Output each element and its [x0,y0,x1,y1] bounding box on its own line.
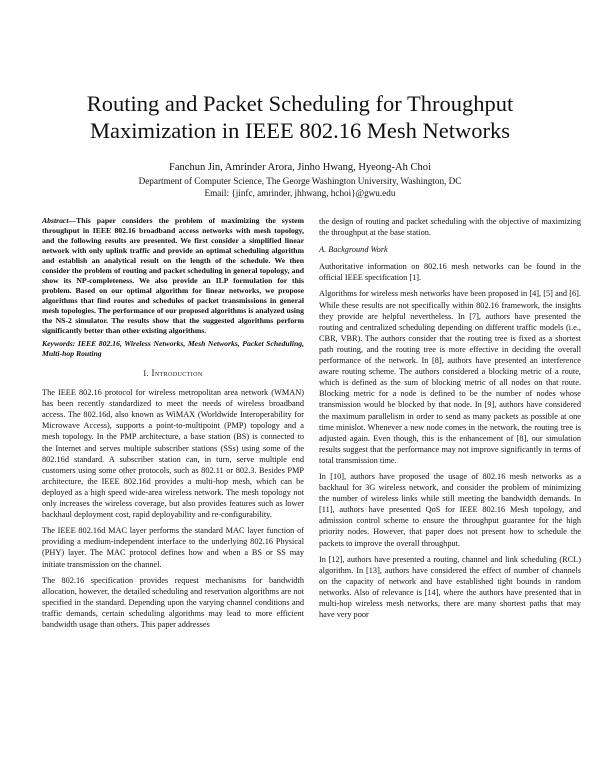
subsection-heading-background: A. Background Work [319,245,388,255]
section-number: I. [143,369,149,378]
paper-title: Routing and Packet Scheduling for Throughput Maximization in IEEE 802.16 Mesh Networks [86,91,514,143]
background-paragraph: In [10], authors have proposed the usage of 802.16 mesh networks as a backhaul for 3G wireless network, and consider the problem of minimizing the number of wireless links while still meeting the bandwidth demands. In [11], authors have presented QoS for IEEE 802.16 Mesh topology, and admission control scheme to ensure the throughput guarantee for the high priority nodes. However, that paper does not present how to schedule the packets to improve the overall throughput. [319,471,581,548]
email-line: Email: {jinfc, amrinder, jhhwang, hchoi}@gwu.edu [204,188,396,198]
section-heading-introduction [42,368,304,379]
section-title: Introduction [151,368,203,378]
intro-paragraph: The IEEE 802.16 protocol for wireless metropolitan area network (WMAN) has been recently standardized to meet the needs of wireless broadband access. The 802.16d, also known as WiMAX (Worldwide Interoperability for Microwave Access), supports a point-to-multipoint (PMP) topology and a mesh topology. In the PMP architecture, a base station (BS) is connected to the Internet and serves multiple subscriber stations (SSs) using some of the 802.16d standard. A subscriber station can, in turn, serve multiple end customers using some other protocols, such as 802.11 or 802.3. Besides PMP architecture, the IEEE 802.16d provides a multi-hop mesh, which can be deployed as a high speed wide-area wireless network. The mesh topology not only increases the wireless coverage, but also provides features such as lower backhaul deployment cost, rapid deployability and re-configurability. [42,388,304,520]
intro-paragraph: The IEEE 802.16d MAC layer performs the standard MAC layer function of providing a medium-independent interface to the underlying 802.16 Physical (PHY) layer. The MAC protocol defines how and when a BS or SS may initiate transmission on the channel. [42,526,304,569]
abstract-text: This paper considers the problem of maximizing the system throughput in IEEE 802.16 broadband access networks with mesh topology, and the following results are presented. We first consider a simplified linear network with only uplink traffic and provide an optimal scheduling algorithm and establish an analytical result on the length of the schedule. We then consider the problem of routing and packet scheduling in general topology, and show its NP-completeness. We also provide an ILP formulation for this problem. Based on our optimal algorithm for linear networks, we propose algorithms that find routes and schedules of packet transmissions in general mesh topologies. The performance of our proposed algorithms is analyzed using the NS-2 simulator. The results show that the suggested algorithms perform significantly better than other existing algorithms. [42,216,304,335]
intro-paragraph: The 802.16 specification provides request mechanisms for bandwidth allocation, however, the detailed scheduling and reservation algorithms are not specified in the standard. Depending upon the varying channel conditions and traffic demands, certain scheduling algorithms may lead to more efficient bandwidth usage than others. This paper addresses [42,575,304,629]
keywords: Keywords: IEEE 802.16, Wireless Networks, Mesh Networks, Packet Scheduling, Multi-hop Routing [42,339,304,358]
right-column [319,216,581,625]
background-paragraph: Algorithms for wireless mesh networks have been proposed in [4], [5] and [6]. While these results are not specifically within 802.16 framework, the insights they provide are helpful nevertheless. In [7], authors have presented the routing and centralized scheduling depending on different traffic models (i.e., CBR, VBR). The authors consider that the routing tree is fixed as a shortest path routing, and the routing tree is more effective in deciding the overall performance of the network. In [8], authors have presented an interference aware routing scheme. The authors considered a blocking metric of a route, which is defined as the sum of blocking metric of all nodes on that route. Blocking metric for a node is defined to be the number of nodes whose transmission would be blocked by that node. In [9], authors have considered the maximum parallelism in order to send as many packets as possible at one time minislot. Whenever a new node comes in the network, the routing tree is adjusted again. Even though, this is the enhancement of [8], our simulation results suggest that the performance may not improve significantly in terms of total transmission time. [319,289,581,465]
abstract [42,216,304,336]
abstract-label: Abstract— [42,216,77,225]
background-paragraph: Authoritative information on 802.16 mesh networks can be found in the official IEEE specification [1]. [319,262,581,283]
background-paragraph: In [12], authors have presented a routing, channel and link scheduling (RCL) algorithm. In [13], authors have considered the effect of number of channels on the capacity of network and have established tight bounds in random networks. Also of relevance is [14], where the authors have presented that in multi-hop wireless mesh networks, there are many shortest paths that may have very poor [319,554,581,620]
author-list: Fanchun Jin, Amrinder Arora, Jinho Hwang, Hyeong-Ah Choi [169,162,431,173]
intro-paragraph-continued: the design of routing and packet scheduling with the objective of maximizing the throughput at the base station. [319,217,581,238]
left-column [42,216,304,635]
affiliation: Department of Computer Science, The George Washington University, Washington, DC [138,176,462,186]
